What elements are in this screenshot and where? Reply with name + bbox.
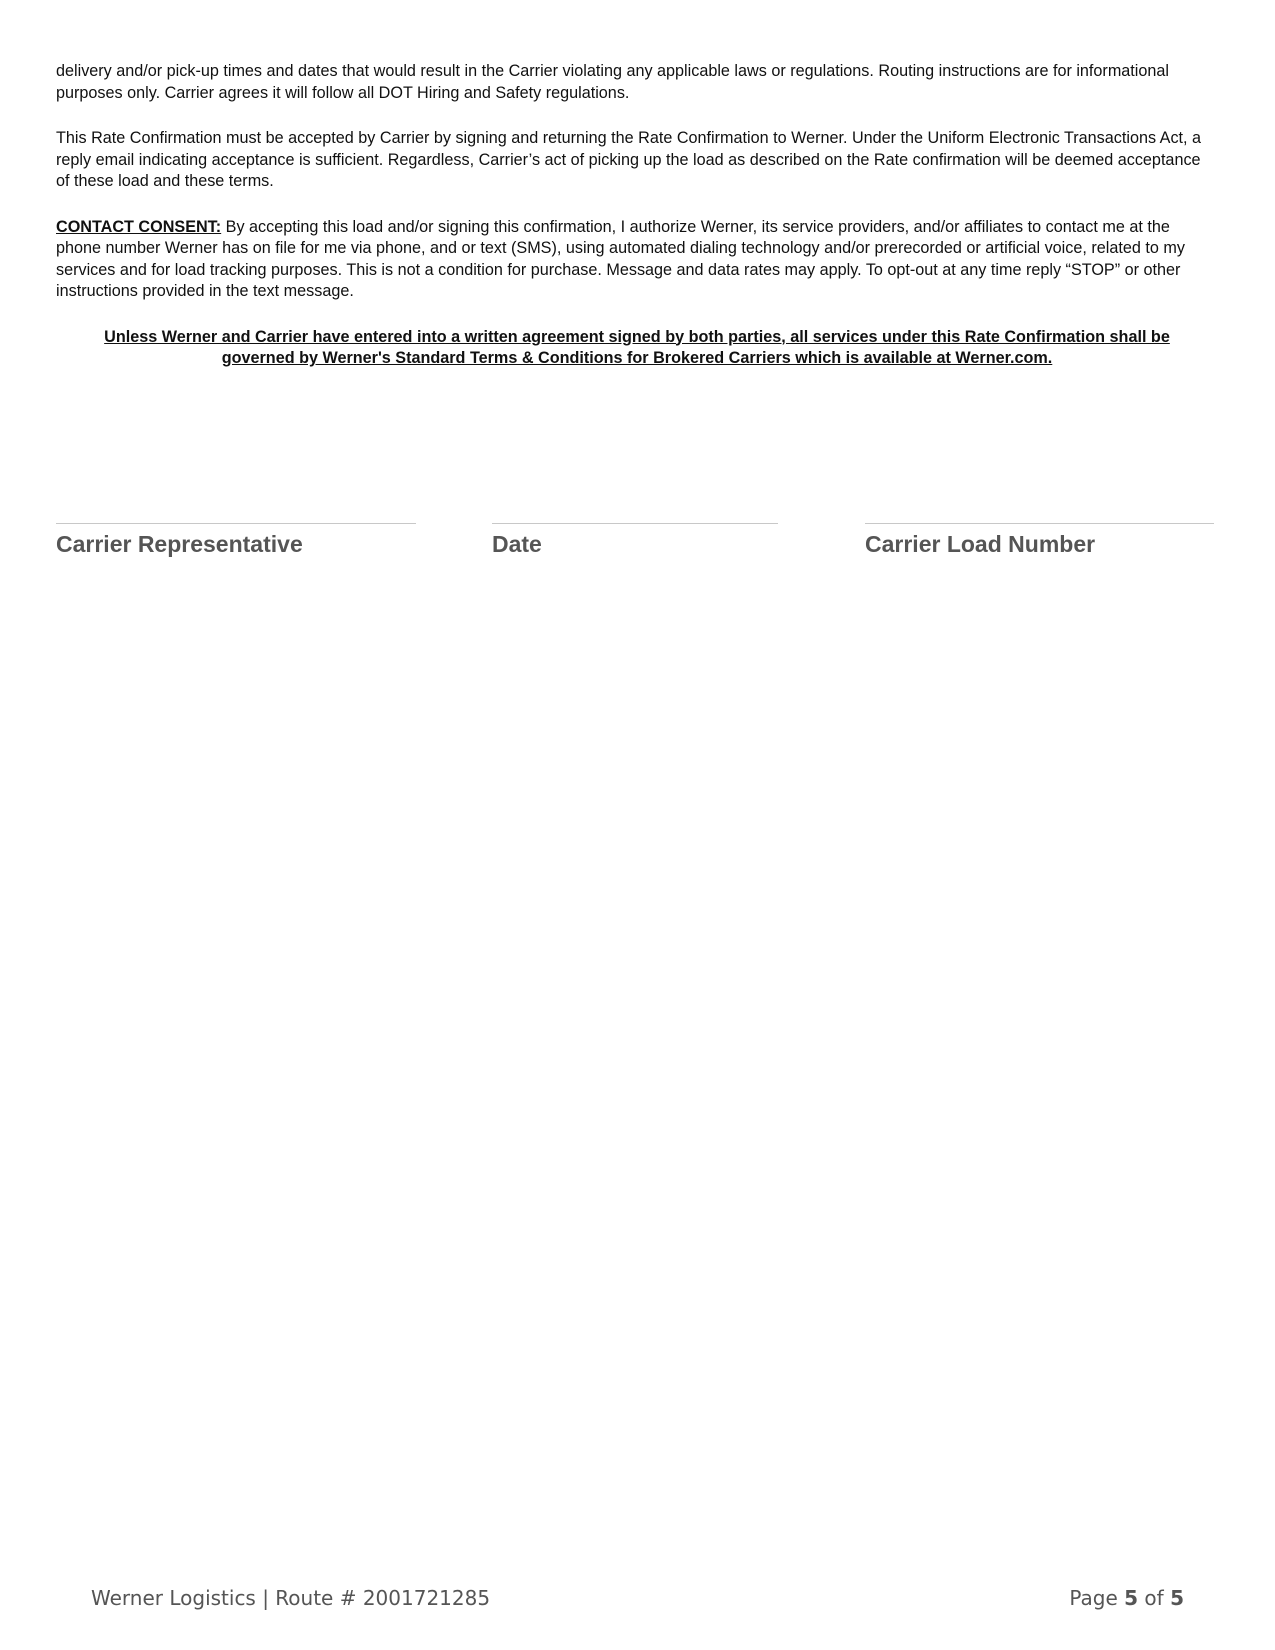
contact-consent-text: By accepting this load and/or signing this confirmation, I authorize Werner, its service providers, and/or affiliates to contact me at the phone number Werner has on file for me via phone, and or text (SMS), using automated dialing technology and/or prerecorded or artificial voice, related to my services and for load tracking purposes. This is not a condition for purchase. Message and data rates may apply. To opt-out at any time reply “STOP” or other instructions provided in the text message. (56, 217, 1185, 300)
document-body (56, 61, 1218, 370)
carrier-representative-signature-line[interactable] (56, 523, 416, 524)
page-total: 5 (1170, 1586, 1184, 1610)
date-label: Date (492, 531, 542, 557)
contact-consent-paragraph (56, 217, 1218, 303)
page-prefix: Page (1069, 1586, 1125, 1610)
contact-consent-label: CONTACT CONSENT: (56, 217, 222, 236)
page-of: of (1138, 1586, 1171, 1610)
acceptance-paragraph: This Rate Confirmation must be accepted by Carrier by signing and returning the Rate Confirmation to Werner. Under the Uniform Electronic Transactions Act, a reply email indicating acceptance is sufficient. Regardless, Carrier’s act of picking up the load as described on the Rate confirmation will be deemed acceptance of these load and these terms. (56, 129, 1202, 190)
footer-route-info: Werner Logistics | Route # 2001721285 (91, 1586, 491, 1610)
page-current: 5 (1124, 1586, 1139, 1610)
routing-paragraph: delivery and/or pick-up times and dates that would result in the Carrier violating any applicable laws or regulations. Routing instructions are for informational purposes only. Carrier agrees it will follow all DOT Hiring and Safety regulations. (56, 62, 1170, 102)
carrier-representative-label: Carrier Representative (56, 531, 303, 557)
footer-page-number (1069, 1586, 1184, 1610)
terms-notice: Unless Werner and Carrier have entered into a written agreement signed by both parties, all services under this Rate Confirmation shall be governed by Werner's Standard Terms & Conditions for Brokered Carriers which is available at Werner.com. (104, 327, 1170, 367)
carrier-load-number-label: Carrier Load Number (865, 531, 1096, 557)
carrier-load-number-line[interactable] (865, 523, 1214, 524)
date-signature-line[interactable] (492, 523, 778, 524)
